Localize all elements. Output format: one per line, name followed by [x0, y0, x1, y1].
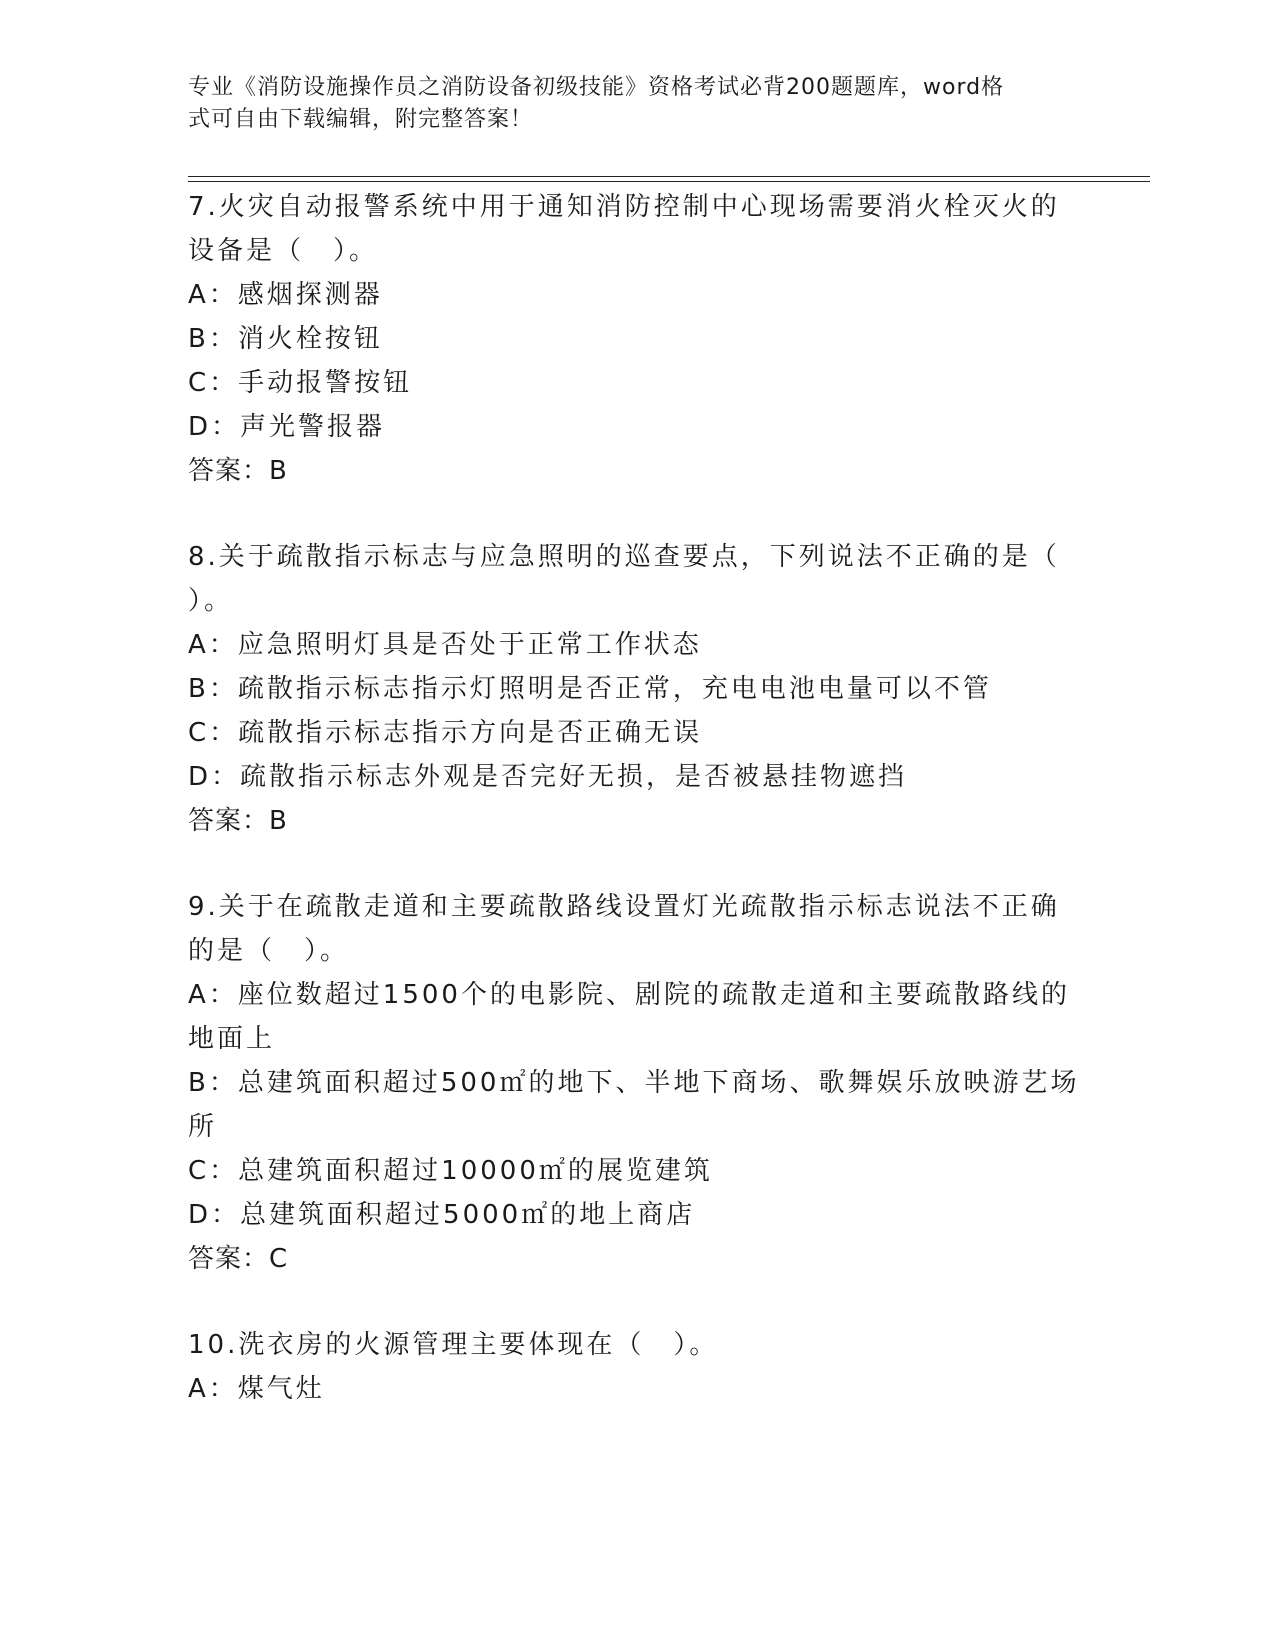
option-c: C：总建筑面积超过10000㎡的展览建筑 [188, 1156, 713, 1186]
option-b: B：疏散指示标志指示灯照明是否正常，充电电池电量可以不管 [188, 674, 992, 704]
answer-label: 答案：C [188, 1244, 289, 1274]
option-b: B：消火栓按钮 [188, 324, 383, 354]
question-stem: 设备是（ ）。 [188, 236, 379, 266]
document-header [188, 72, 1068, 136]
question-stem: 7.火灾自动报警系统中用于通知消防控制中心现场需要消火栓灭火的 [188, 192, 1060, 222]
option-d: D：疏散指示标志外观是否完好无损，是否被悬挂物遮挡 [188, 762, 908, 792]
option-d: D：总建筑面积超过5000㎡的地上商店 [188, 1200, 696, 1230]
option-c: C：手动报警按钮 [188, 368, 413, 398]
header-line-2: 式可自由下载编辑，附完整答案！ [188, 107, 534, 132]
option-b: B：总建筑面积超过500㎡的地下、半地下商场、歌舞娱乐放映游艺场 [188, 1068, 1080, 1098]
question-stem: 10.洗衣房的火源管理主要体现在（ ）。 [188, 1330, 719, 1360]
header-divider-top [188, 176, 1150, 177]
option-a: A：煤气灶 [188, 1374, 325, 1404]
option-b-continued: 所 [188, 1112, 218, 1142]
option-a: A：感烟探测器 [188, 280, 383, 310]
answer-label: 答案：B [188, 456, 288, 486]
question-stem: ）。 [188, 586, 234, 616]
question-stem: 8.关于疏散指示标志与应急照明的巡查要点，下列说法不正确的是（ [188, 542, 1060, 572]
option-a-continued: 地面上 [188, 1024, 276, 1054]
answer-label: 答案：B [188, 806, 288, 836]
question-stem: 9.关于在疏散走道和主要疏散路线设置灯光疏散指示标志说法不正确 [188, 892, 1060, 922]
option-c: C：疏散指示标志指示方向是否正确无误 [188, 718, 703, 748]
option-d: D：声光警报器 [188, 412, 386, 442]
question-stem: 的是（ ）。 [188, 936, 350, 966]
option-a: A：座位数超过1500个的电影院、剧院的疏散走道和主要疏散路线的 [188, 980, 1070, 1010]
header-divider-bottom [188, 181, 1150, 182]
header-line-1: 专业《消防设施操作员之消防设备初级技能》资格考试必背200题题库，word格 [188, 75, 1005, 100]
option-a: A：应急照明灯具是否处于正常工作状态 [188, 630, 702, 660]
